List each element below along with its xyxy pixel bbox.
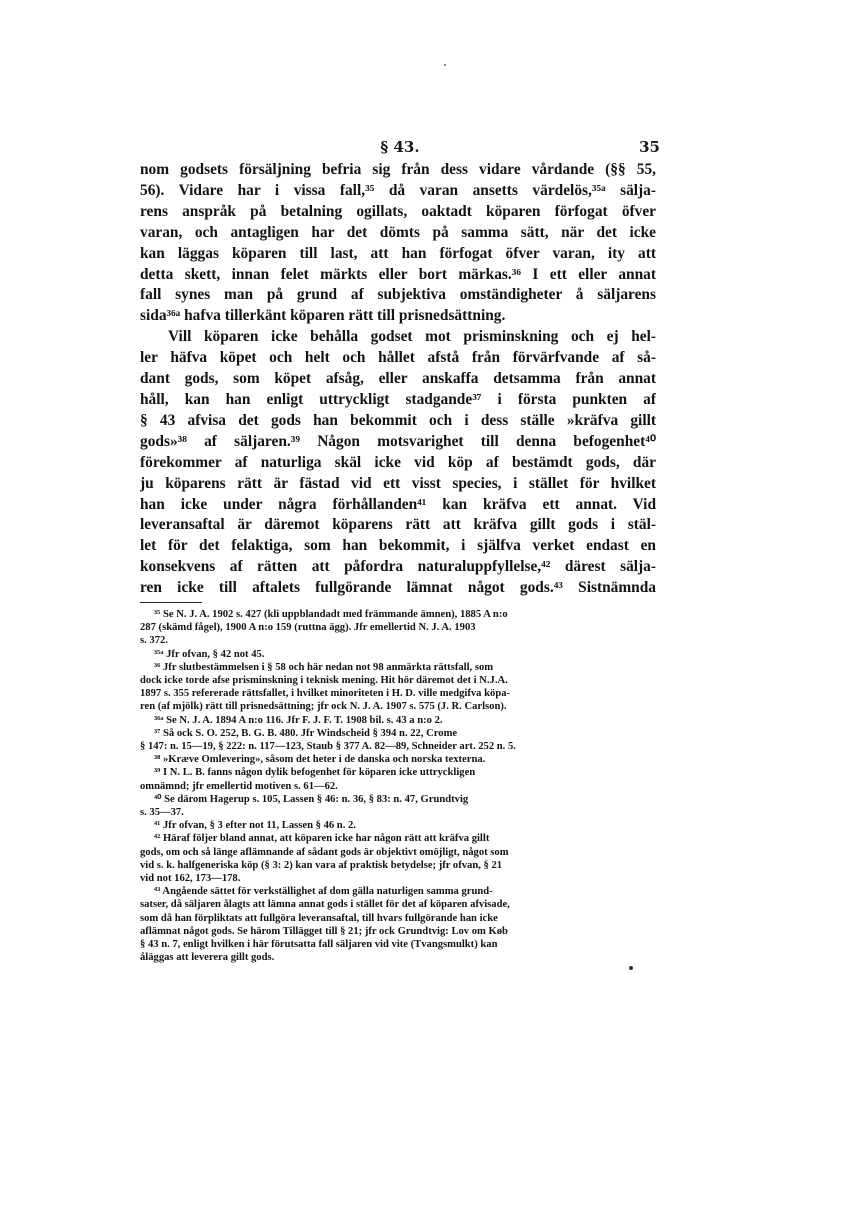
footnote-line: omnämnd; jfr emellertid motiven s. 61—62. <box>140 780 338 792</box>
footnote-line: ⁴⁰ Se därom Hagerup s. 105, Lassen § 46: n. 36, § 83: n. 47, Grundtvig <box>154 793 469 805</box>
footnote-line: gods, om och så länge aflämnande af sådant gods är objektivt omöjligt, något som <box>140 846 509 858</box>
text-line: fall synes man på grund af subjektiva omständigheter å säljarens <box>140 286 656 304</box>
footnote-line: vid not 162, 173—178. <box>140 873 241 885</box>
footnote-line: § 147: n. 15—19, § 222: n. 117—123, Staub § 377 A. 82—89, Schneider art. 252 n. 5. <box>140 741 516 753</box>
text-line: Vill köparen icke behålla godset mot prisminskning och ej hel- <box>168 328 656 346</box>
footnote-line: § 43 n. 7, enligt hvilken i här förutsatta fall säljaren vid vite (Tvangsmulkt) kan <box>140 939 498 951</box>
footnote-line: vid s. k. halfgeneriska köp (§ 3: 2) kan vara af praktisk betydelse; jfr ofvan, § 21 <box>140 859 503 871</box>
text-line: § 43 afvisa det gods han bekommit och i dess ställe »kräfva gillt <box>140 411 656 429</box>
text-line: detta skett, innan felet märkts eller bort märkas.³⁶ I ett eller annat <box>140 265 656 283</box>
section-number: § 43. <box>380 138 420 156</box>
footnote-line: ³⁶ Jfr slutbestämmelsen i § 58 och här nedan not 98 anmärkta rättsfall, som <box>154 661 494 673</box>
footnote-line: ³⁵ᵃ Jfr ofvan, § 42 not 45. <box>154 648 265 660</box>
ink-dot <box>629 966 633 970</box>
footnote-line: 287 (skämd fågel), 1900 A n:o 159 (ruttna ägg). Jfr emellertid N. J. A. 1903 <box>140 622 476 634</box>
footnote-line: s. 372. <box>140 635 168 647</box>
text-line: nom godsets försäljning befria sig från dess vidare vårdande (§§ 55, <box>140 161 656 178</box>
text-line: ren icke till aftalets fullgörande lämnat något gods.⁴³ Sistnämnda <box>140 579 656 597</box>
text-line: kan läggas köparen till last, att han förfogat öfver varan, ity att <box>140 244 656 262</box>
print-speck <box>444 64 446 66</box>
footnotes <box>140 608 656 964</box>
text-line: ler häfva köpet och helt och hållet afstå från förvärfvande af så- <box>140 349 656 367</box>
footnote-line: ⁴² Häraf följer bland annat, att köparen icke har någon rätt att kräfva gillt <box>154 833 490 845</box>
text-line: konsekvens af rätten att påfordra naturaluppfyllelse,⁴² därest sälja- <box>140 558 656 576</box>
footnote-line: ³⁹ I N. L. B. fanns någon dylik befogenhet för köparen icke uttryckligen <box>154 767 476 779</box>
footnote-line: satser, då säljaren ålagts att lämna annat gods i stället för det af köparen afvisade, <box>140 899 510 911</box>
footnote-line: som då han förpliktats att fullgöra leveransaftal, till hvars fullgörande han icke <box>140 912 498 924</box>
text-line: förekommer af naturliga skäl icke vid köp af bestämdt gods, där <box>140 453 656 471</box>
footnote-line: 1897 s. 355 refererade rättsfallet, i hvilket minoriteten i H. D. ville medgifva köpa- <box>140 688 511 700</box>
footnote-rule <box>140 602 202 603</box>
text-line: sida³⁶ᵃ hafva tillerkänt köparen rätt till prisnedsättning. <box>140 307 506 325</box>
footnote-line: aflämnat något gods. Se härom Tillägget till § 21; jfr ock Grundtvig: Lov om Køb <box>140 925 508 937</box>
text-line: gods»³⁸ af säljaren.³⁹ Någon motsvarighet till denna befogenhet⁴⁰ <box>140 432 656 450</box>
footnote-line: ⁴¹ Jfr ofvan, § 3 efter not 11, Lassen § 46 n. 2. <box>154 820 356 832</box>
text-line: let för det felaktiga, som han bekommit, i själfva verket endast en <box>140 537 656 555</box>
footnote-line: åläggas att leverera gillt gods. <box>140 952 275 964</box>
footnote-line: ³⁷ Så ock S. O. 252, B. G. B. 480. Jfr Windscheid § 394 n. 22, Crome <box>154 727 458 739</box>
main-text <box>140 160 656 599</box>
text-line: håll, kan han enligt uttryckligt stadgande³⁷ i första punkten af <box>140 390 656 408</box>
page-number: 35 <box>639 138 660 156</box>
footnote-line: ⁴³ Angående sättet för verkställighet af dom gälla naturligen samma grund- <box>154 886 493 898</box>
text-line: leveransaftal är däremot köparens rätt att kräfva gillt gods i stäl- <box>140 516 656 534</box>
text-line: ju köparens rätt är fästad vid ett visst species, i stället för hvilket <box>140 474 656 492</box>
text-line: rens anspråk på betalning ogillats, oaktadt köparen förfogat öfver <box>140 202 656 220</box>
text-line: 56). Vidare har i vissa fall,³⁵ då varan ansetts värdelös,³⁵ᵃ sälja- <box>140 181 656 199</box>
footnote-line: dock icke torde afse prisminskning i teknisk mening. Hit hör däremot det i N.J.A. <box>140 675 508 687</box>
footnote-line: ³⁶ᵃ Se N. J. A. 1894 A n:o 116. Jfr F. J. F. T. 1908 bil. s. 43 a n:o 2. <box>154 714 443 726</box>
running-header <box>140 138 660 162</box>
footnote-line: s. 35—37. <box>140 807 184 819</box>
text-line: varan, och antagligen har det dömts på samma sätt, när det icke <box>140 223 656 241</box>
footnote-line: ³⁸ »Kræve Omlevering», såsom det heter i de danska och norska texterna. <box>154 754 486 766</box>
text-line: dant gods, som köpet afsåg, eller anskaffa detsamma från annat <box>140 370 656 388</box>
text-line: han icke under några förhållanden⁴¹ kan kräfva ett annat. Vid <box>140 495 656 513</box>
footnote-line: ren (af mjölk) rätt till prisnedsättning; jfr ock N. J. A. 1907 s. 575 (J. R. Carlson). <box>140 701 507 713</box>
footnote-line: ³⁵ Se N. J. A. 1902 s. 427 (kli uppblandadt med främmande ämnen), 1885 A n:o <box>154 609 508 620</box>
